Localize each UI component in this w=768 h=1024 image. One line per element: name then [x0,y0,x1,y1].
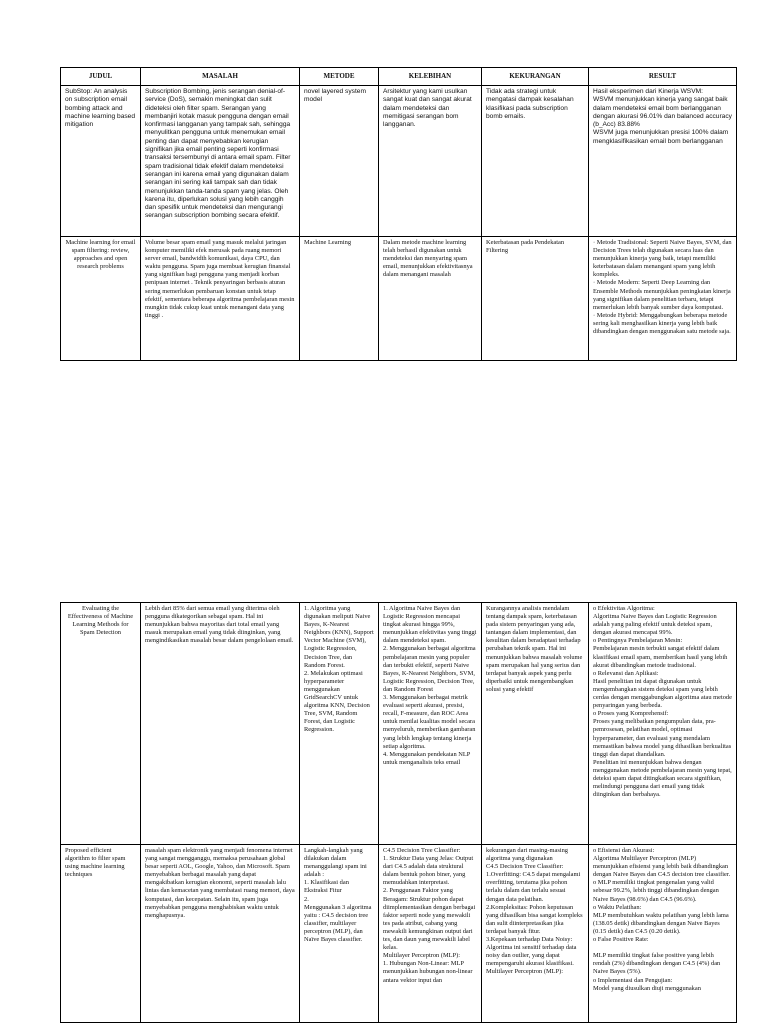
comparison-table-page2 [60,602,737,1023]
header-result: RESULT [589,68,737,86]
cell-metode: Machine Learning [300,237,379,361]
cell-masalah: masalah spam elektronik yang menjadi fenomena internet yang sangat mengganggu, memaksa perusahaan global besar seperti AOL, Google, Yahoo, dan Microsoft. Spam menyebabkan berbagai masalah yang dapat mengakibatkan kerugian ekonomi, seperti masalah lalu lintas dan kemacetan yang membatasi ruang memori, daya komputasi, dan kecepatan. Selain itu, spam juga menyebabkan pengguna menghabiskan waktu untuk menghapusnya. [141,845,300,1023]
table-row [61,603,737,845]
header-judul: JUDUL [61,68,141,86]
cell-masalah: Subscription Bombing, jenis serangan denial-of-service (DoS), semakin meningkat dan sulit dideteksi oleh filter spam. Serangan yang membanjiri kotak masuk pengguna dengan email konfirmasi langganan yang tampak sah, sehingga menyulitkan pengguna untuk menemukan email penting dan dapat menyebabkan kerugian signifikan jika email penting seperti konfirmasi transaksi tersembunyi di antara email spam. Filter spam tradisional tidak efektif dalam mendeteksi serangan ini karena email yang digunakan dalam serangan ini sering kali tampak sah dan tidak menunjukkan tanda-tanda spam yang jelas. Oleh karena itu, diperlukan solusi yang lebih canggih dan spesifik untuk mendeteksi dan mengurangi serangan subscription bombing secara efektif. [141,86,300,237]
cell-judul: Machine learning for email spam filtering: review, approaches and open research problems [61,237,141,361]
table-header-row [61,68,737,86]
cell-judul: Evaluating the Effectiveness of Machine Learning Methods for Spam Detection [61,603,141,845]
header-metode: METODE [300,68,379,86]
cell-kekurangan: Keterbatasan pada Pendekatan Filtering [482,237,589,361]
header-kelebihan: KELEBIHAN [379,68,482,86]
cell-masalah: Volume besar spam email yang masuk melalui jaringan komputer memiliki efek merusak pada ruang memori server email, bandwidth komunikasi, daya CPU, dan waktu pengguna. Spam juga membuat kerugian finansial yang signifikan bagi pengguna yang menjadi korban penipuan internet . Teknik penyaringan berbasis aturan sering memerlukan pembaruan konstan untuk tetap efektif, sementara beberapa algoritma pembelajaran mesin mungkin tidak cukup kuat untuk menangani data yang tinggi . [141,237,300,361]
header-masalah: MASALAH [141,68,300,86]
cell-kelebihan: 1. Algoritma Naive Bayes dan Logistic Regression mencapai tingkat akurasi hingga 99%, menunjukkan efektivitas yang tinggi dalam mendeteksi spam. 2. Menggunakan berbagai algoritma pembelajaran mesin yang populer dan terbukti efektif, seperti Naive Bayes, K-Nearest Neighbors, SVM, Logistic Regression, Decision Tree, dan Random Forest 3. Menggunakan berbagai metrik evaluasi seperti akurasi, presisi, recall, F-measure, dan ROC Area untuk menilai kualitas model secara menyeluruh, memberikan gambaran yang lebih lengkap tentang kinerja setiap algoritma. 4. Menggunakan pendekatan NLP untuk menganalisis teks email [379,603,482,845]
cell-result: o Efektivitas Algoritma: Algoritma Naive Bayes dan Logistic Regression adalah yang paling efektif untuk deteksi spam, dengan akurasi mencapai 99%. o Pentingnya Pembelajaran Mesin: Pembelajaran mesin terbukti sangat efektif dalam klasifikasi email spam, memberikan hasil yang lebih akurat dibandingkan metode tradisional. o Relevansi dan Aplikasi: Hasil penelitian ini dapat digunakan untuk mengembangkan sistem deteksi spam yang lebih cerdas dengan menggabungkan algoritma atau metode penyaringan yang berbeda. o Proses yang Komprehensif: Proses yang melibatkan pengumpulan data, pra-pemrosesan, pelatihan model, optimasi hyperparameter, dan evaluasi yang mendalam memastikan bahwa model yang dihasilkan berkualitas tinggi dan dapat diandalkan. Penelitian ini menunjukkan bahwa dengan menggunakan metode pembelajaran mesin yang tepat, deteksi spam dapat ditingkatkan secara signifikan, melindungi pengguna dari email yang tidak diinginkan dan berbahaya. [589,603,737,845]
cell-masalah: Lebih dari 85% dari semua email yang diterima oleh pengguna dikategorikan sebagai spam. Hal ini menunjukkan bahwa mayoritas dari total email yang masuk merupakan email yang tidak diinginkan, yang mengindikasikan masalah besar dalam pengelolaan email. [141,603,300,845]
comparison-table-page1 [60,67,737,361]
cell-kekurangan: Tidak ada strategi untuk mengatasi dampak kesalahan klasifikasi pada subscription bomb emails. [482,86,589,237]
cell-kelebihan: Dalam metode machine learning telah berhasil digunakan untuk mendeteksi dan menyaring spam email, menunjukkan efektivitasnya dalam menangani masalah [379,237,482,361]
header-kekurangan: KEKURANGAN [482,68,589,86]
cell-kekurangan: Kurangannya analisis mendalam tentang dampak spam, keterbatasan pada sistem penyaringan yang ada, tantangan dalam implementasi, dan kesulitan dalam beradaptasi terhadap perubahan teknik spam. Hal ini menunjukkan bahwa masalah volume spam merupakan hal yang serius dan terdapat banyak aspek yang perlu diperbaiki untuk mengembangkan solusi yang efektif [482,603,589,845]
table-row [61,845,737,1023]
cell-result: o Efisiensi dan Akurasi: Algoritma Multilayer Perceptron (MLP) menunjukkan efisiensi yang lebih baik dibandingkan dengan Naive Bayes dan C4.5 decision tree classifier. o MLP memiliki tingkat pengenalan yang valid sebesar 99.2%, lebih tinggi dibandingkan dengan Naive Bayes (98.6%) dan C4.5 (96.6%). o Waktu Pelatihan: MLP membutuhkan waktu pelatihan yang lebih lama (138.05 detik) dibandingkan dengan Naive Bayes (0.15 detik) dan C4.5 (0.20 detik). o False Positive Rate: MLP memiliki tingkat false positive yang lebih rendah (2%) dibandingkan dengan C4.5 (4%) dan Naive Bayes (5%). o Implementasi dan Pengujian: Model yang diusulkan diuji menggunakan [589,845,737,1023]
cell-metode: novel layered system model [300,86,379,237]
cell-result: Hasil eksperimen dari Kinerja WSVM: WSVM menunjukkan kinerja yang sangat baik dalam mendeteksi email bom berlangganan dengan akurasi 96.01% dan balanced accuracy (b_Acc) 83.88% WSVM juga menunjukkan presisi 100% dalam mengklasifikasikan email bom berlangganan [589,86,737,237]
cell-judul: Proposed efficient algorithm to filter spam using machine learning techniques [61,845,141,1023]
cell-judul: SubStop: An analysis on subscription email bombing attack and machine learning based mitigation [61,86,141,237]
cell-kekurangan: kekurangan dari masing-masing algoritma yang digunakan C4.5 Decision Tree Classifier: 1.Overfitting: C4.5 dapat mengalami overfitting, terutama jika pohon terlalu dalam dan terlalu sesuai dengan data pelatihan. 2.Kompleksitas: Pohon keputusan yang dihasilkan bisa sangat kompleks dan sulit diinterpretasikan jika terdapat banyak fitur. 3.Kepekaan terhadap Data Noisy: Algoritma ini sensitif terhadap data noisy dan outlier, yang dapat mempengaruhi akurasi klasifikasi. Multilayer Perceptron (MLP): [482,845,589,1023]
cell-kelebihan: C4.5 Decision Tree Classifier: 1. Struktur Data yang Jelas: Output dari C4.5 adalah data struktural dalam bentuk pohon biner, yang memudahkan interpretasi. 2. Penggunaan Faktor yang Beragam: Struktur pohon dapat diimplementasikan dengan berbagai faktor seperti node yang mewakili tes pada atribut, cabang yang mewakili kemungkinan output dari tes, dan daun yang mewakili label kelas. Multilayer Perceptron (MLP): 1. Hubungan Non-Linear: MLP menunjukkan hubungan non-linear antara vektor input dan [379,845,482,1023]
cell-metode: Langkah-langkah yang dilakukan dalam menanggulangi spam ini adalah : 1. Klasifikasi dan Ekstraksi Fitur 2. Menggunakan 3 algoritma yaitu : C4.5 decision tree classifier, multilayer perceptron (MLP), dan Naïve Bayes classifier. [300,845,379,1023]
cell-result: · Metode Tradisional: Seperti Naive Bayes, SVM, dan Decision Trees telah digunakan secara luas dan menunjukkan kinerja yang baik, tetapi memiliki keterbatasan dalam menangani spam yang lebih kompleks. · Metode Modern: Seperti Deep Learning dan Ensemble Methods menunjukkan peningkatan kinerja yang signifikan dalam penelitian terbaru, tetapi memerlukan lebih banyak sumber daya komputasi. · Metode Hybrid: Menggabungkan beberapa metode sering kali menghasilkan kinerja yang lebih baik dibandingkan dengan menggunakan satu metode saja. [589,237,737,361]
cell-metode: 1. Algoritma yang digunakan meliputi Naive Bayes, K-Nearest Neighbors (KNN), Support Vector Machine (SVM), Logistic Regression, Decision Tree, dan Random Forest. 2. Melakukan optimasi hyperparameter menggunakan GridSearchCV untuk algoritma KNN, Decision Tree, SVM, Random Forest, dan Logistic Regression. [300,603,379,845]
table-row [61,86,737,237]
cell-kelebihan: Arsitektur yang kami usulkan sangat kuat dan sangat akurat dalam mendeteksi dan memitigasi serangan bom langganan. [379,86,482,237]
table-row [61,237,737,361]
